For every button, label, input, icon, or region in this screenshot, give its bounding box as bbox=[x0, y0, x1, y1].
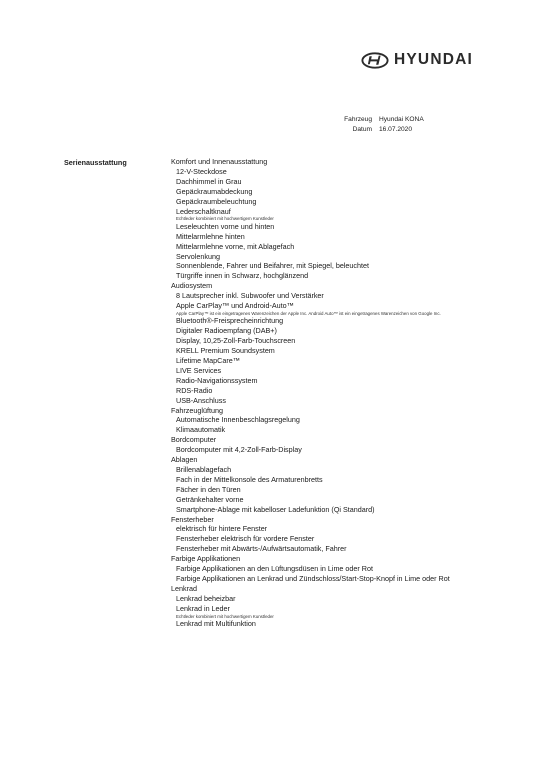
equipment-item: Gepäckraumabdeckung bbox=[176, 186, 253, 196]
equipment-item: Mittelarmlehne vorne, mit Ablagefach bbox=[176, 241, 295, 251]
meta-date-label: Datum bbox=[352, 126, 372, 134]
hyundai-logo bbox=[361, 50, 473, 70]
equipment-item: Farbige Applikationen an den Lüftungsdüsen in Lime oder Rot bbox=[176, 564, 373, 574]
equipment-item: Mittelarmlehne hinten bbox=[176, 231, 245, 241]
item-footnote: Apple CarPlay™ ist ein eingetragenes Warenzeichen der Apple Inc. Android Auto™ ist ein eingetragenes Warenzeichen von Google Inc. bbox=[176, 311, 441, 316]
category-title: Audiosystem bbox=[171, 281, 213, 291]
equipment-item: Gepäckraumbeleuchtung bbox=[176, 196, 257, 206]
equipment-item: Dachhimmel in Grau bbox=[176, 176, 242, 186]
category-title: Komfort und Innenausstattung bbox=[171, 157, 268, 166]
category-title: Farbige Applikationen bbox=[171, 554, 241, 564]
meta-date-row bbox=[300, 125, 424, 135]
equipment-item: Bordcomputer mit 4,2-Zoll-Farb-Display bbox=[176, 445, 302, 455]
equipment-item: Radio-Navigationssystem bbox=[176, 375, 258, 385]
category-title: Ablagen bbox=[171, 455, 198, 465]
equipment-item: Fach in der Mittelkonsole des Armaturenbretts bbox=[176, 474, 323, 484]
equipment-item: Digitaler Radioempfang (DAB+) bbox=[176, 326, 277, 336]
category-title: Bordcomputer bbox=[171, 435, 217, 445]
category-title: Lenkrad bbox=[171, 583, 197, 593]
category-title: Fensterheber bbox=[171, 514, 214, 524]
equipment-item: Lederschaltknauf bbox=[176, 206, 231, 216]
equipment-list bbox=[171, 157, 531, 629]
equipment-item: 12-V-Steckdose bbox=[176, 166, 227, 176]
equipment-item: Türgriffe innen in Schwarz, hochglänzend bbox=[176, 271, 309, 281]
item-footnote: Echtleder kombiniert mit hochwertigem Kunstleder bbox=[176, 613, 274, 619]
equipment-item: Smartphone-Ablage mit kabelloser Ladefunktion (Qi Standard) bbox=[176, 504, 375, 514]
equipment-item: Display, 10,25-Zoll-Farb-Touchscreen bbox=[176, 336, 296, 346]
equipment-item: Bluetooth®-Freisprecheinrichtung bbox=[176, 316, 284, 326]
equipment-item: Lenkrad mit Multifunktion bbox=[176, 619, 256, 628]
item-footnote: Echtleder kombiniert mit hochwertigem Kunstleder bbox=[176, 216, 274, 222]
equipment-item: Apple CarPlay™ und Android-Auto™ bbox=[176, 301, 294, 311]
meta-vehicle-value: Hyundai KONA bbox=[379, 116, 424, 123]
equipment-item: Brillenablagefach bbox=[176, 465, 232, 474]
equipment-item: Fensterheber mit Abwärts-/Aufwärtsautomatik, Fahrer bbox=[176, 544, 347, 554]
section-title: Serienausstattung bbox=[64, 158, 127, 167]
meta-vehicle-label: Fahrzeug bbox=[344, 116, 372, 123]
equipment-item: Sonnenblende, Fahrer und Beifahrer, mit Spiegel, beleuchtet bbox=[176, 261, 369, 271]
equipment-item: Getränkehalter vorne bbox=[176, 494, 244, 504]
hyundai-emblem-icon bbox=[361, 52, 389, 69]
equipment-item: Fensterheber elektrisch für vordere Fenster bbox=[176, 534, 315, 544]
meta-date-value: 16.07.2020 bbox=[379, 126, 413, 134]
equipment-item: Servolenkung bbox=[176, 251, 220, 261]
equipment-item: LIVE Services bbox=[176, 365, 222, 375]
brand-wordmark: HYUNDAI bbox=[394, 51, 474, 68]
equipment-item: RDS-Radio bbox=[176, 385, 213, 395]
category-title: Fahrzeuglüftung bbox=[171, 405, 223, 415]
equipment-item: Fächer in den Türen bbox=[176, 484, 241, 494]
equipment-item: Leseleuchten vorne und hinten bbox=[176, 221, 275, 231]
equipment-item: Automatische Innenbeschlagsregelung bbox=[176, 415, 300, 425]
meta-vehicle-row bbox=[300, 115, 424, 125]
equipment-item: KRELL Premium Soundsystem bbox=[176, 346, 275, 356]
equipment-item: Lenkrad in Leder bbox=[176, 603, 230, 613]
equipment-item: elektrisch für hintere Fenster bbox=[176, 524, 268, 534]
equipment-item: Farbige Applikationen an Lenkrad und Zündschloss/Start-Stop-Knopf in Lime oder Rot bbox=[176, 573, 450, 583]
equipment-item: Klimaautomatik bbox=[176, 425, 226, 435]
equipment-item: 8 Lautsprecher inkl. Subwoofer und Verstärker bbox=[176, 291, 324, 301]
equipment-item: Lifetime MapCare™ bbox=[176, 356, 240, 366]
document-meta bbox=[300, 115, 424, 135]
equipment-item: Lenkrad beheizbar bbox=[176, 593, 236, 603]
equipment-item: USB-Anschluss bbox=[176, 395, 226, 405]
